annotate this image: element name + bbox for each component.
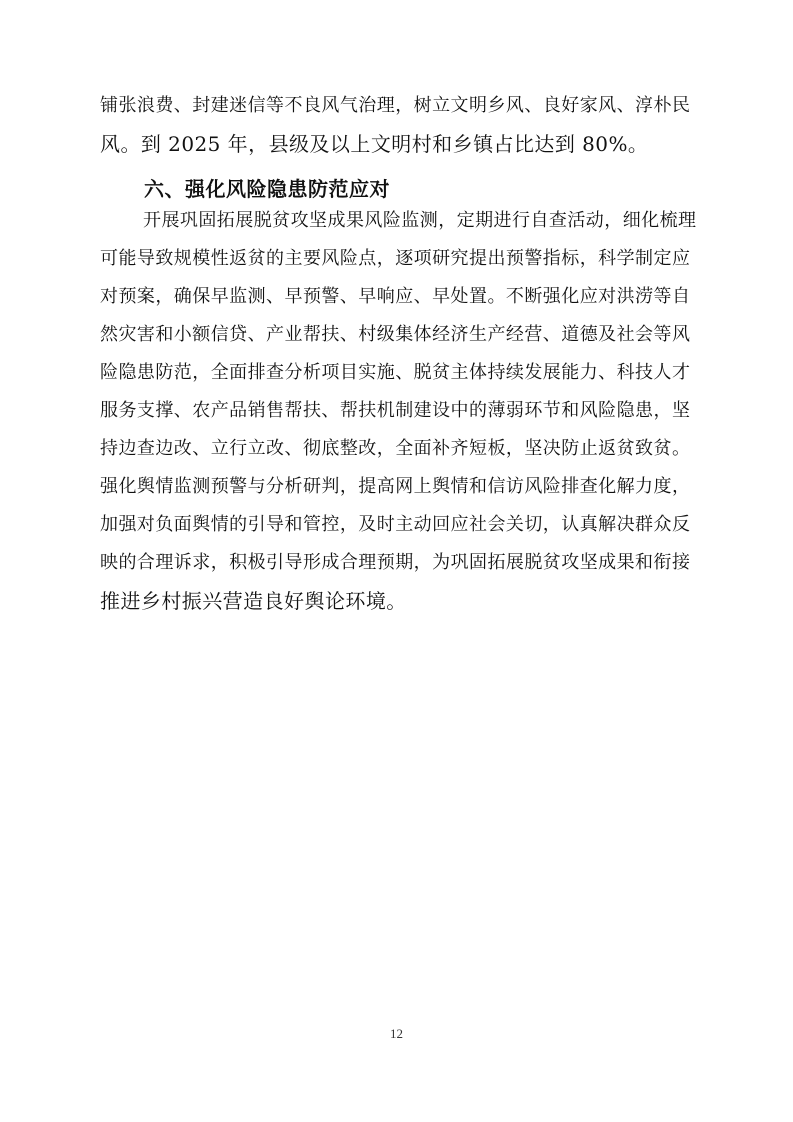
paragraph-line: 加强对负面舆情的引导和管控，及时主动回应社会关切，认真解决群众反 (100, 514, 691, 535)
paragraph-line: 可能导致规模性返贫的主要风险点，逐项研究提出预警指标，科学制定应 (100, 248, 691, 269)
paragraph-line: 持边查边改、立行立改、彻底整改，全面补齐短板，坚决防止返贫致贫。 (100, 438, 691, 459)
paragraph-line: 险隐患防范，全面排查分析项目实施、脱贫主体持续发展能力、科技人才 (100, 362, 691, 383)
continuation-line: 铺张浪费、封建迷信等不良风气治理，树立文明乡风、良好家风、淳朴民 (100, 95, 691, 116)
paragraph-line: 映的合理诉求，积极引导形成合理预期，为巩固拓展脱贫攻坚成果和衔接 (100, 552, 691, 573)
paragraph-line: 开展巩固拓展脱贫攻坚成果风险监测，定期进行自查活动，细化梳理 (143, 210, 697, 231)
paragraph-line: 服务支撑、农产品销售帮扶、帮扶机制建设中的薄弱环节和风险隐患，坚 (100, 400, 691, 421)
paragraph-line: 强化舆情监测预警与分析研判，提高网上舆情和信访风险排查化解力度， (100, 476, 691, 497)
continuation-line: 风。到 2025 年，县级及以上文明村和乡镇占比达到 80%。 (100, 132, 649, 156)
paragraph-line: 然灾害和小额信贷、产业帮扶、村级集体经济生产经营、道德及社会等风 (100, 324, 691, 345)
section-heading: 六、强化风险隐患防范应对 (144, 177, 390, 201)
paragraph-line: 推进乡村振兴营造良好舆论环境。 (100, 589, 407, 613)
paragraph-line: 对预案，确保早监测、早预警、早响应、早处置。不断强化应对洪涝等自 (100, 286, 691, 307)
page-number: 12 (390, 1026, 403, 1041)
